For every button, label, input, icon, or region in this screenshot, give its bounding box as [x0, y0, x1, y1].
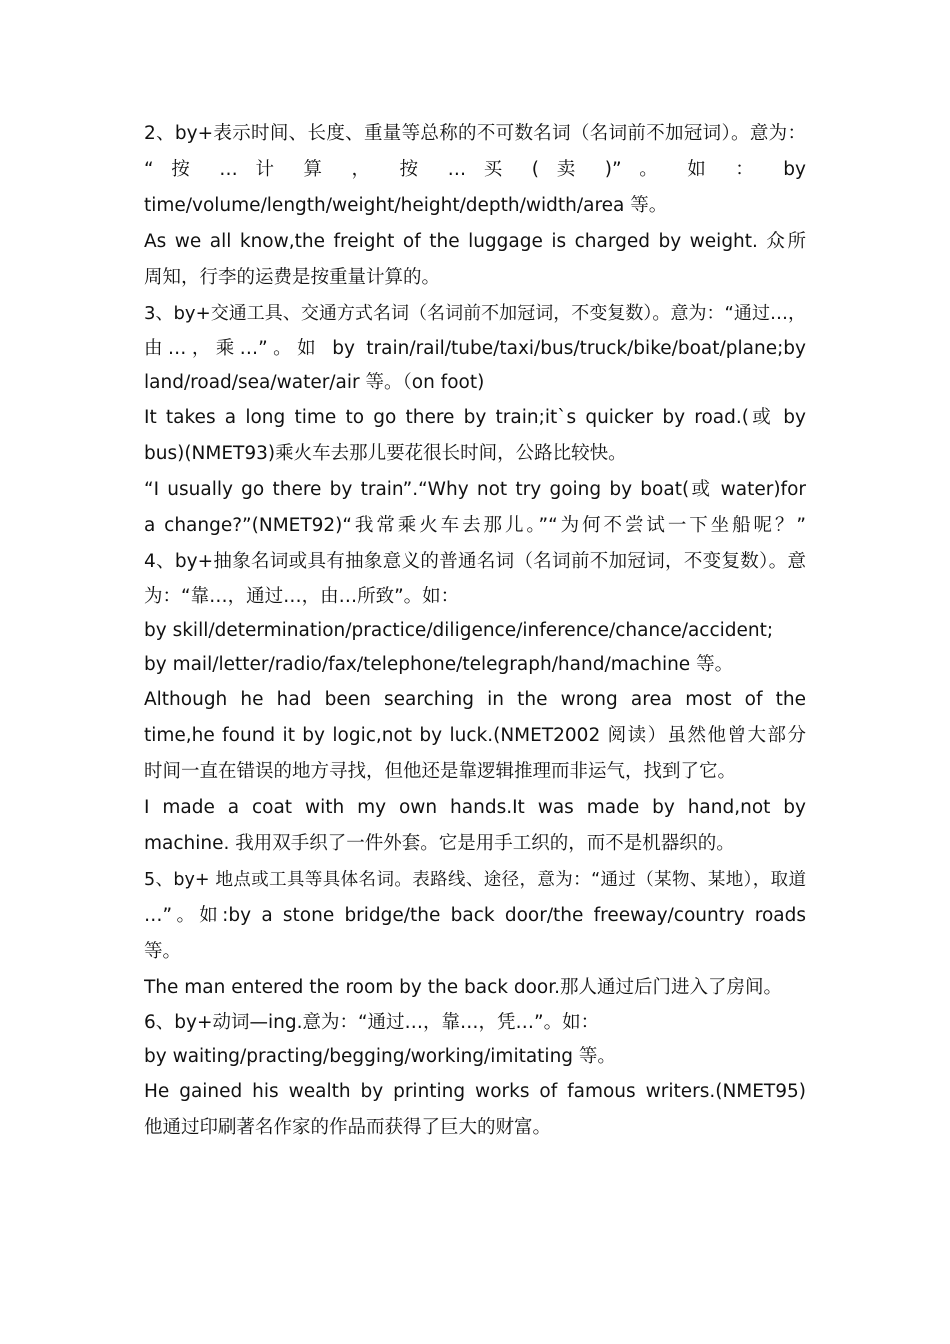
text-line-12: a change?”(NMET92)“我常乘火车去那儿。”“为何不尝试一下坐船呢？” — [144, 515, 806, 536]
text-line-27: by waiting/practing/begging/working/imitating 等。 — [144, 1046, 616, 1067]
text-line-4: As we all know,the freight of the luggage is charged by weight. 众所 — [144, 231, 806, 252]
text-line-2: “ 按 … 计 算 ， 按 … 买 ( 卖 )” 。 如 ： by — [144, 159, 806, 180]
text-line-5: 周知，行李的运费是按重量计算的。 — [144, 267, 441, 288]
text-line-1: 2、by+表示时间、长度、重量等总称的不可数名词（名词前不加冠词）。意为： — [144, 123, 806, 144]
text-line-3: time/volume/length/weight/height/depth/width/area 等。 — [144, 195, 668, 216]
text-line-25: The man entered the room by the back door.那人通过后门进入了房间。 — [144, 977, 783, 998]
text-line-15: by skill/determination/practice/diligence/inference/chance/accident; — [144, 620, 774, 641]
text-line-10: bus)(NMET93)乘火车去那儿要花很长时间，公路比较快。 — [144, 443, 627, 464]
text-line-29: 他通过印刷著名作家的作品而获得了巨大的财富。 — [144, 1117, 552, 1138]
text-line-26: 6、by+动词—ing.意为：“通过…，靠…，凭…”。如： — [144, 1012, 600, 1033]
text-line-13: 4、by+抽象名词或具有抽象意义的普通名词（名词前不加冠词，不变复数）。意 — [144, 551, 806, 572]
text-line-24: 等。 — [144, 941, 182, 962]
text-line-11: “I usually go there by train”.“Why not try going by boat(或 water)for — [144, 479, 806, 500]
text-line-14: 为：“靠…，通过…，由…所致”。如： — [144, 586, 460, 607]
text-line-17: Although he had been searching in the wrong area most of the — [144, 689, 806, 710]
document-body — [144, 116, 806, 1146]
text-line-28: He gained his wealth by printing works of famous writers.(NMET95) — [144, 1081, 806, 1102]
text-line-9: It takes a long time to go there by train;it`s quicker by road.(或 by — [144, 407, 806, 428]
text-line-16: by mail/letter/radio/fax/telephone/telegraph/hand/machine 等。 — [144, 654, 734, 675]
text-line-23: …”。如:by a stone bridge/the back door/the freeway/country roads — [144, 905, 806, 926]
text-line-6: 3、by+交通工具、交通方式名词（名词前不加冠词，不变复数）。意为：“通过…， — [144, 303, 806, 324]
text-line-19: 时间一直在错误的地方寻找，但他还是靠逻辑推理而非运气，找到了它。 — [144, 761, 737, 782]
text-line-21: machine. 我用双手织了一件外套。它是用手工织的，而不是机器织的。 — [144, 833, 735, 854]
text-line-18: time,he found it by logic,not by luck.(NMET2002 阅读）虽然他曾大部分 — [144, 725, 806, 746]
text-line-8: land/road/sea/water/air 等。（on foot) — [144, 372, 485, 393]
text-line-20: I made a coat with my own hands.It was made by hand,not by — [144, 797, 806, 818]
text-line-22: 5、by+ 地点或工具等具体名词。表路线、途径，意为：“通过（某物、某地），取道 — [144, 870, 806, 890]
text-line-7: 由…，乘…”。如 by train/rail/tube/taxi/bus/truck/bike/boat/plane;by — [144, 338, 806, 359]
